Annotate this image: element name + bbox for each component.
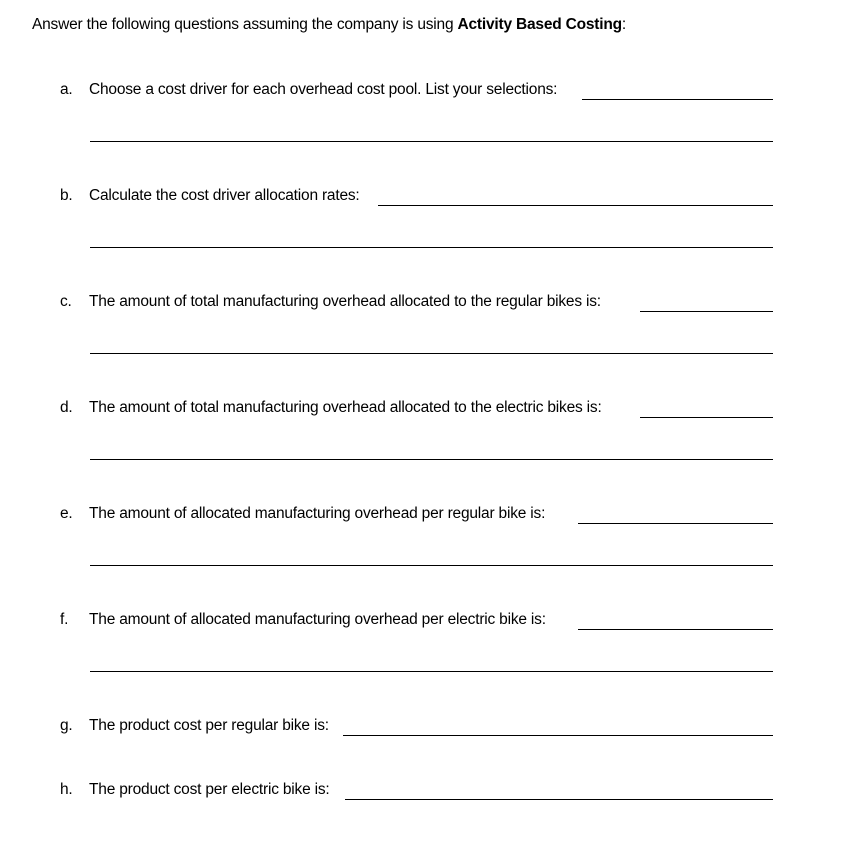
question-f: [0, 611, 852, 671]
question-e: [0, 505, 852, 565]
question-text: The amount of allocated manufacturing overhead per electric bike is:: [89, 611, 546, 628]
question-text: The product cost per regular bike is:: [89, 717, 329, 734]
question-letter: c.: [60, 293, 72, 310]
question-letter: h.: [60, 781, 73, 798]
question-b: [0, 187, 852, 247]
answer-line[interactable]: [90, 353, 773, 354]
question-text: Calculate the cost driver allocation rates:: [89, 187, 360, 204]
instructions-colon: :: [621, 16, 627, 33]
question-h: [0, 781, 852, 841]
instructions: [32, 16, 626, 34]
question-text: The amount of total manufacturing overhead allocated to the regular bikes is:: [89, 293, 601, 310]
question-letter: f.: [60, 611, 69, 628]
answer-line[interactable]: [343, 735, 773, 736]
question-letter: b.: [60, 187, 73, 204]
answer-line[interactable]: [578, 523, 773, 524]
question-letter: g.: [60, 717, 73, 734]
answer-line[interactable]: [90, 141, 773, 142]
costing-method-label: Activity Based Costing: [457, 16, 622, 33]
answer-line[interactable]: [582, 99, 773, 100]
question-text: The product cost per electric bike is:: [89, 781, 330, 798]
answer-line[interactable]: [640, 311, 773, 312]
question-d: [0, 399, 852, 459]
question-g: [0, 717, 852, 777]
question-c: [0, 293, 852, 353]
instructions-text: Answer the following questions assuming the company is using: [32, 16, 458, 33]
answer-line[interactable]: [640, 417, 773, 418]
question-text: Choose a cost driver for each overhead cost pool. List your selections:: [89, 81, 558, 98]
question-a: [0, 81, 852, 141]
question-text: The amount of total manufacturing overhead allocated to the electric bikes is:: [89, 399, 602, 416]
answer-line[interactable]: [378, 205, 773, 206]
answer-line[interactable]: [90, 671, 773, 672]
question-letter: e.: [60, 505, 73, 522]
answer-line[interactable]: [90, 565, 773, 566]
answer-line[interactable]: [578, 629, 773, 630]
question-letter: a.: [60, 81, 73, 98]
answer-line[interactable]: [345, 799, 773, 800]
answer-line[interactable]: [90, 459, 773, 460]
question-letter: d.: [60, 399, 73, 416]
question-text: The amount of allocated manufacturing overhead per regular bike is:: [89, 505, 546, 522]
answer-line[interactable]: [90, 247, 773, 248]
